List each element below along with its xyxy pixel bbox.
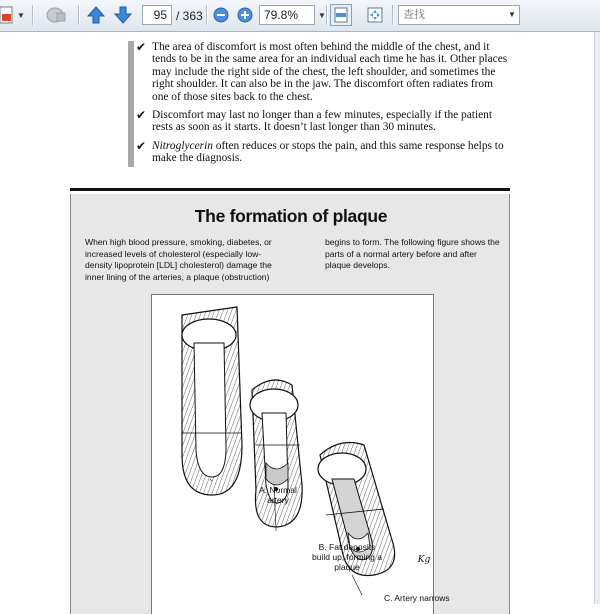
document-icon[interactable] (0, 4, 16, 26)
label-c: C. Artery narrows (384, 593, 450, 603)
collaborate-icon[interactable] (44, 4, 68, 26)
vertical-scrollbar[interactable] (594, 32, 600, 604)
sidebar-box (70, 194, 510, 614)
check-mark-icon: ✔ (136, 40, 147, 54)
search-input[interactable] (398, 5, 520, 25)
label-a: A. Normal artery (259, 485, 297, 505)
arrow-down-icon (113, 5, 133, 25)
bullet-list (128, 41, 512, 167)
zoom-out-button[interactable] (212, 4, 230, 26)
artery-illustration (151, 294, 450, 614)
check-mark-icon: ✔ (136, 108, 147, 123)
fit-width-button[interactable] (330, 4, 352, 26)
zoom-in-button[interactable] (236, 4, 254, 26)
sidebar-title: The formation of plaque (194, 206, 388, 226)
sidebar-column-2: begins to form. The following figure shows the parts of a normal artery before and after plaque develops. (325, 237, 500, 271)
bullet-item: ✔ Nitroglycerin often reduces or stops the pain, and this same response helps to make the diagnosis. (136, 138, 504, 165)
page-total: / 363 (176, 9, 203, 23)
next-page-button[interactable] (112, 4, 134, 26)
artery-c (318, 443, 395, 595)
toolbar (0, 0, 600, 32)
sidebar-column-1: When high blood pressure, smoking, diabetes, or increased levels of cholesterol (especially low-density lipoprotein [LDL] cholesterol) damage the inner lining of the arteries, a plaque (obstruction) (85, 237, 272, 282)
document-dropdown-icon[interactable]: ▼ (17, 10, 25, 20)
zoom-dropdown-icon[interactable]: ▼ (318, 10, 326, 20)
zoom-out-icon (213, 7, 229, 23)
bullet-item: ✔ Discomfort may last no longer than a few minutes, especially if the patient rests as soon as it starts. It doesn’t last longer than 30 minutes. (136, 108, 493, 134)
document-view (0, 32, 600, 604)
label-b: B. Fat deposits build up, forming a plaque (312, 542, 382, 572)
fit-page-icon (367, 7, 383, 23)
page-number-input[interactable]: 95 (142, 5, 172, 25)
artery-a (182, 307, 242, 495)
previous-page-button[interactable] (85, 4, 107, 26)
zoom-level-select[interactable]: 79.8% (259, 5, 315, 25)
search-dropdown-icon[interactable]: ▼ (508, 10, 516, 19)
artery-b (250, 380, 302, 531)
fit-width-icon (333, 7, 349, 23)
zoom-in-icon (237, 7, 253, 23)
check-mark-icon: ✔ (136, 138, 147, 153)
sidebar-top-rule (70, 188, 510, 191)
arrow-up-icon (86, 5, 106, 25)
illustrator-signature: Kg (417, 555, 431, 565)
bullet-item: ✔ The area of discomfort is most often behind the middle of the chest, and it tends to be in the same area for an individual each time he has it. Other places may include the right side of the chest, the left shoulder, and sometimes the right shoulder. It can also be in the jaw. The discomfort often radiates from one of those sites back to the chest. (136, 40, 508, 103)
fit-page-button[interactable] (364, 4, 386, 26)
artery-drawing (152, 295, 435, 615)
